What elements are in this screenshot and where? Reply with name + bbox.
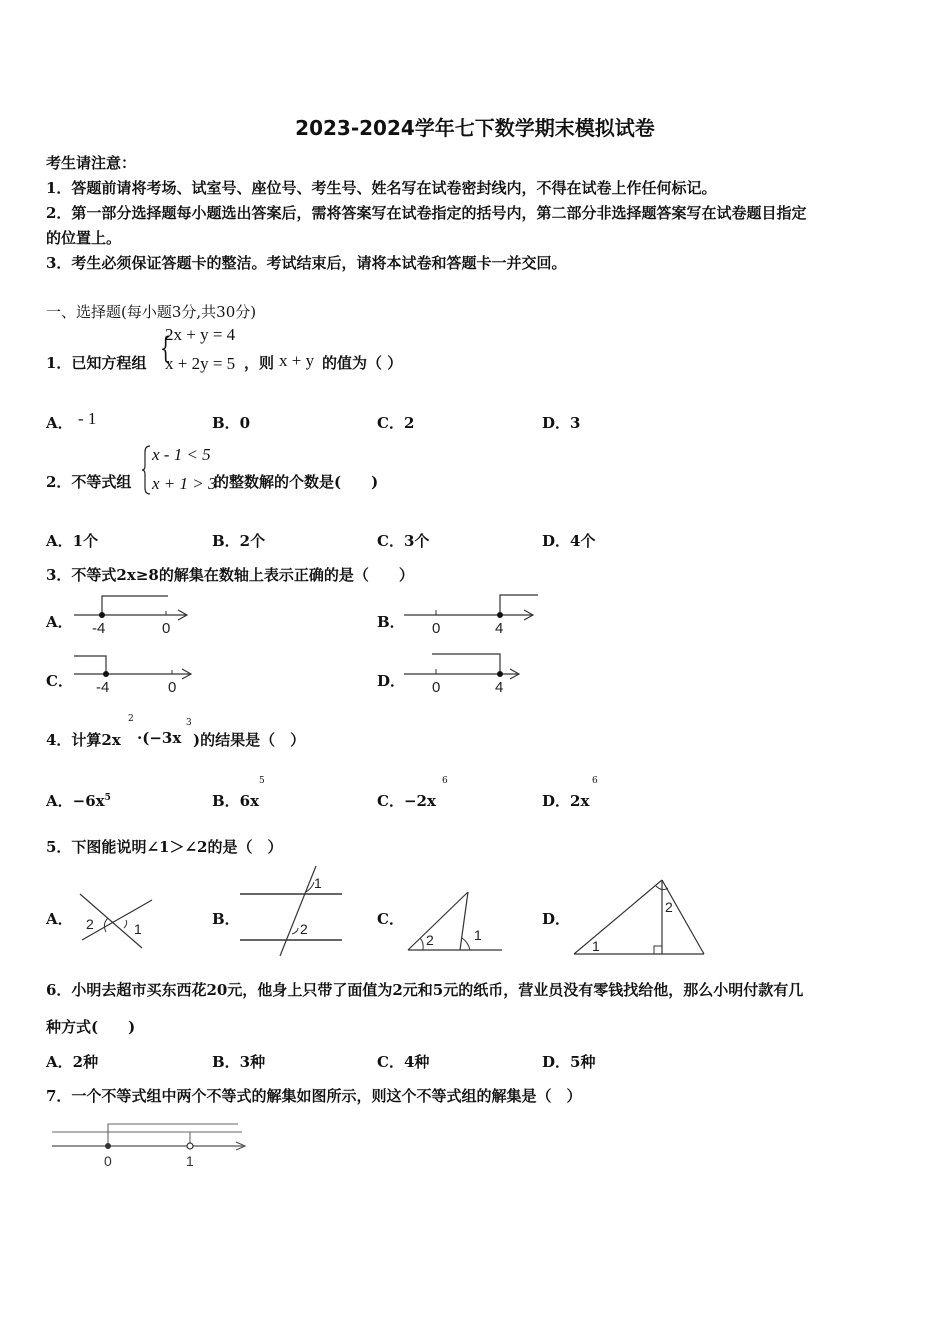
q3-option-d: D． (377, 672, 406, 690)
q5-option-c: C． (377, 910, 404, 928)
q3-option-a: A． (46, 613, 73, 631)
q7-text: 7．一个不等式组中两个不等式的解集如图所示，则这个不等式组的解集是（ ） (46, 1087, 582, 1105)
q3-b-label-2: 4 (495, 620, 504, 637)
q2-brace (142, 444, 152, 496)
q3-option-b: B． (377, 613, 405, 631)
notice-line-2-cont: 的位置上。 (46, 229, 122, 247)
q2-suffix: 的整数解的个数是( ) (214, 473, 379, 491)
q5-figure-c (404, 888, 506, 956)
q5-figure-d (570, 876, 710, 958)
q3-c-label-2: 0 (168, 679, 177, 696)
q4-option-b: B．6x (212, 792, 260, 810)
q1-eq2: x + 2y = 5 (165, 354, 236, 373)
q1-option-c: C．2 (377, 414, 415, 432)
q5-c-angle-2: 2 (426, 932, 434, 948)
q6-text-line-1: 6．小明去超市买东西花20元，他身上只带了面值为2元和5元的纸币，营业员没有零钱找给他，那么小明付款有几 (46, 981, 804, 999)
q3-text: 3．不等式2x≥8的解集在数轴上表示正确的是（ ） (46, 566, 414, 584)
q4-text-a: 4．计算2x (46, 731, 121, 749)
q3-number-line-b (402, 590, 542, 638)
q3-number-line-a (72, 592, 194, 638)
q6-option-a: A．2种 (46, 1053, 99, 1071)
q6-text-line-2: 种方式( ) (46, 1018, 136, 1036)
q1-mid: ，则 (244, 354, 275, 372)
q2-option-b: B．2个 (212, 532, 266, 550)
notice-heading: 考生请注意： (46, 154, 137, 172)
q1-expr: x + y (279, 351, 315, 370)
q1-suffix: 的值为（ ） (322, 354, 403, 372)
q2-option-c: C．3个 (377, 532, 430, 550)
q4-option-d-sup: 6 (592, 776, 598, 786)
q2-option-d: D．4个 (542, 532, 596, 550)
q1-option-d: D．3 (542, 414, 581, 432)
q7-open-point (187, 1143, 193, 1149)
q5-figure-b (236, 864, 346, 958)
q7-number-line (48, 1118, 254, 1172)
q3-b-label-1: 0 (432, 620, 441, 637)
q5-b-angle-2: 2 (300, 921, 308, 937)
q3-a-label-2: 0 (162, 620, 171, 637)
q4-option-c: C．−2x (377, 792, 436, 810)
q2-option-a: A．1个 (46, 532, 99, 550)
q4-text-c: )的结果是（ ） (193, 731, 306, 749)
q5-d-angle-2: 2 (665, 899, 673, 915)
q4-option-b-sup: 5 (259, 776, 265, 786)
q3-d-solid-point (497, 671, 503, 677)
q1-brace: { (159, 331, 172, 366)
q3-a-label-1: -4 (92, 620, 106, 637)
q3-b-solid-point (497, 612, 503, 618)
q5-figure-a (76, 888, 156, 952)
q5-option-b: B． (212, 910, 240, 928)
q4-option-a-base: A．−6x (46, 792, 105, 810)
q3-option-c: C． (46, 672, 73, 690)
q4-option-a-sup: 5 (104, 793, 111, 803)
q1-eq1: 2x + y = 4 (165, 325, 236, 344)
q3-number-line-c (72, 650, 198, 696)
notice-line-1: 1．答题前请将考场、试室号、座位号、考生号、姓名写在试卷密封线内，不得在试卷上作任何标记。 (46, 179, 717, 197)
q6-option-b: B．3种 (212, 1053, 266, 1071)
q4-option-c-sup: 6 (442, 776, 448, 786)
q6-option-d: D．5种 (542, 1053, 596, 1071)
q5-option-d: D． (542, 910, 571, 928)
q1-option-b: B．0 (212, 414, 251, 432)
q1-prefix: 1．已知方程组 (46, 354, 147, 372)
q7-label-1: 1 (186, 1153, 194, 1169)
q1-option-a: A． (46, 414, 73, 432)
q5-c-angle-1: 1 (474, 927, 482, 943)
q3-a-solid-point (99, 612, 105, 618)
q5-option-a: A． (46, 910, 73, 928)
q5-a-angle-1: 1 (134, 921, 142, 937)
q7-solid-point (105, 1143, 111, 1149)
notice-line-2: 2．第一部分选择题每小题选出答案后，需将答案写在试卷指定的括号内，第二部分非选择题答案写在试卷题目指定 (46, 204, 807, 222)
q2-ineq1: x - 1 < 5 (152, 445, 211, 464)
q2-ineq2: x + 1 > 3 (152, 474, 217, 493)
notice-line-3: 3．考生必须保证答题卡的整洁。考试结束后，请将本试卷和答题卡一并交回。 (46, 254, 567, 272)
page-title: 2023-2024学年七下数学期末模拟试卷 (295, 116, 655, 140)
q5-a-angle-2: 2 (86, 916, 94, 932)
q3-d-label-2: 4 (495, 679, 504, 696)
q4-option-d: D．2x (542, 792, 590, 810)
q5-d-angle-1: 1 (592, 938, 600, 954)
q5-text: 5．下图能说明∠1＞∠2的是（ ） (46, 838, 283, 856)
q3-c-solid-point (103, 671, 109, 677)
q5-b-angle-1: 1 (314, 875, 322, 891)
q6-option-c: C．4种 (377, 1053, 430, 1071)
q4-sup-1: 2 (128, 714, 134, 724)
q2-prefix: 2．不等式组 (46, 473, 132, 491)
q1-option-a-value: - 1 (78, 409, 97, 428)
q4-text-b: ·(−3x (137, 729, 182, 747)
q3-number-line-d (402, 648, 526, 696)
section-heading: 一、选择题(每小题3分,共30分) (46, 303, 257, 321)
q4-sup-2: 3 (186, 718, 192, 728)
q4-option-a (46, 790, 111, 811)
q7-label-0: 0 (104, 1153, 112, 1169)
q3-d-label-1: 0 (432, 679, 441, 696)
q3-c-label-1: -4 (96, 679, 110, 696)
